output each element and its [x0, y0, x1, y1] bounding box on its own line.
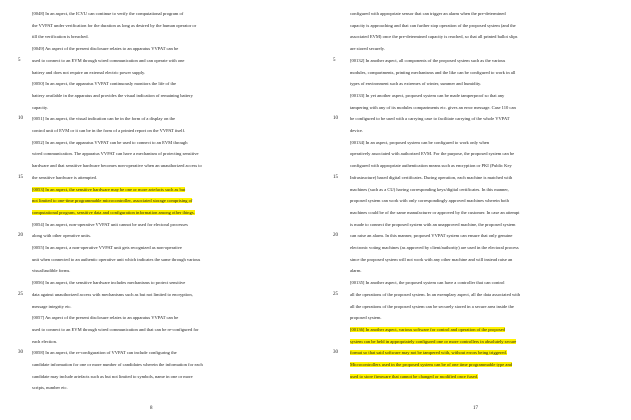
- text-line: [32, 69, 145, 77]
- line-text: [0057] An aspect of the present disclosure relates to an apparatus VVPAT can be: [32, 315, 179, 321]
- text-line: [350, 162, 512, 170]
- text-line: [350, 244, 519, 252]
- text-line: [32, 326, 199, 334]
- highlighted-text: Microcontrollers used in the proposed system can be of one time programmable type and: [350, 362, 513, 367]
- line-text: along with other operative units.: [32, 233, 91, 239]
- line-number-marker: 25: [18, 291, 23, 297]
- line-text: candidate information for one or more number of candidates wherein the information for each: [32, 362, 203, 367]
- highlighted-text: not limited to one-time programmable microcontroller, associated storage comprising of: [32, 198, 193, 204]
- text-line: [32, 338, 57, 346]
- left-page-number: 8: [150, 406, 153, 411]
- line-text: the sensitive hardware is attempted.: [32, 174, 98, 180]
- text-line: [350, 314, 382, 322]
- text-line: [32, 80, 176, 88]
- text-line: [350, 197, 509, 205]
- line-number-marker: 30: [18, 350, 23, 356]
- text-line: [350, 33, 517, 41]
- line-text: [0048] In an aspect, the ICVU can continue to verify the computational program of: [32, 11, 184, 16]
- text-line: [350, 174, 512, 182]
- line-text: types of environment such as extremes of winter, summer and humidity.: [350, 81, 482, 87]
- text-line: [32, 22, 196, 30]
- text-line: [350, 279, 505, 287]
- text-line: [350, 221, 515, 229]
- line-number-marker: 15: [333, 174, 338, 180]
- text-line: [350, 80, 481, 88]
- line-number-marker: 10: [333, 116, 338, 122]
- text-line: [350, 267, 362, 275]
- text-line: [32, 349, 177, 357]
- line-text: visual/audible forms.: [32, 268, 71, 274]
- text-line: [350, 303, 514, 311]
- text-line: [350, 186, 509, 194]
- line-text: scripts, number etc.: [32, 385, 68, 391]
- line-number-marker: 15: [18, 174, 23, 180]
- line-text: data against unauthorized access with mechanisms such as but not limited to encryption,: [32, 291, 193, 297]
- line-text: electronic voting machines (as approved by client/authority) are used in the electoral process: [350, 245, 519, 250]
- line-text: hardware and that sensitive hardware becomes non-operative when an unauthorized access to: [32, 163, 202, 169]
- text-line: [32, 127, 185, 135]
- text-line: [32, 221, 188, 229]
- text-line: [32, 373, 193, 381]
- line-text: device.: [350, 128, 364, 133]
- line-number-marker: 20: [333, 233, 338, 239]
- text-line: [32, 174, 97, 182]
- line-text: wired communication. The apparatus VVPAT can have a mechanism of protecting sensitive: [32, 151, 199, 157]
- text-line: [350, 373, 478, 381]
- text-line: [350, 326, 505, 334]
- line-text: capacity is approaching and that can further stop operation of the proposed system (and the: [350, 22, 516, 28]
- line-text: [0055] In an aspect, a non-operative VVPAT unit gets recognized as non-operative: [32, 245, 182, 250]
- text-line: [350, 127, 363, 135]
- line-text: [0049] An aspect of the present disclosure relates to an apparatus VVPAT can be: [32, 46, 179, 52]
- line-text: is made to connect the proposed system with an unapproved machine, the proposed system: [350, 221, 516, 227]
- line-text: associated EVM) once the pre-determined capacity is reached, so that all printed ballot slips: [350, 34, 518, 40]
- line-text: till the verification is breached.: [32, 34, 89, 40]
- highlighted-text: format so that said software may not be tampered with, without errors being triggered.: [350, 350, 507, 356]
- line-text: [0054] In an aspect, non-operative VVPAT unit cannot be used for electoral processes: [32, 221, 188, 227]
- line-text: all the operations of the proposed system can be securely stored in a secure area inside the: [350, 303, 514, 309]
- line-text: [00135] In another aspect, the proposed system can have a controller that can control: [350, 280, 505, 286]
- text-line: [32, 314, 178, 322]
- line-text: [00133] In yet another aspect, proposed system can be made tamperproof so that any: [350, 92, 505, 98]
- text-line: [350, 92, 504, 100]
- line-number-marker: 25: [333, 291, 338, 297]
- text-line: [350, 361, 512, 369]
- text-line: [32, 186, 185, 194]
- text-line: [350, 57, 505, 65]
- text-line: [350, 256, 512, 264]
- text-line: [32, 150, 199, 158]
- text-line: [350, 115, 509, 123]
- line-text: proposed system can work with only correspondingly approved machines wherein both: [350, 198, 509, 204]
- line-text: alarm.: [350, 268, 362, 274]
- text-line: [350, 22, 516, 30]
- line-text: [0056] In an aspect, the sensitive hardware includes mechanisms to protect sensitive: [32, 280, 186, 286]
- text-line: [32, 256, 200, 264]
- text-line: [32, 104, 48, 112]
- line-text: [0051] In an aspect, the visual indication can be in the form of a display on the: [32, 116, 176, 122]
- line-text: since the proposed system will not work with any other machine and will instead raise an: [350, 256, 513, 262]
- line-text: modules, compartments, printing mechanisms and the like can be configured to work in all: [350, 69, 516, 75]
- highlighted-text: system can be held in appropriately configured one or more controllers in absolutely secure: [350, 338, 517, 344]
- text-line: [32, 232, 91, 240]
- text-line: [32, 361, 203, 369]
- text-line: [32, 92, 193, 100]
- text-line: [32, 45, 178, 53]
- text-line: [350, 139, 489, 147]
- line-text: machines could be of the same manufacturer or approved by the customer. In case an attempt: [350, 209, 520, 215]
- text-line: [32, 10, 183, 18]
- text-line: [32, 291, 193, 299]
- line-text: configured with appropriate sensor that can trigger an alarm when the pre-determined: [350, 11, 506, 16]
- text-line: [350, 232, 512, 240]
- line-number-marker: 20: [18, 233, 23, 239]
- line-text: message integrity etc.: [32, 303, 72, 309]
- line-text: are stored securely.: [350, 46, 385, 52]
- line-text: [0052] In an aspect, the apparatus VVPAT can be used to connect to an EVM through: [32, 139, 188, 145]
- line-text: all the operations of the proposed system. In an exemplary aspect, all the data associated with: [350, 291, 521, 297]
- text-line: [350, 104, 516, 112]
- text-line: [32, 197, 192, 205]
- text-line: [32, 139, 187, 147]
- line-number-marker: 5: [18, 57, 21, 63]
- text-line: [350, 291, 520, 299]
- text-line: [350, 209, 519, 217]
- line-number-marker: 30: [333, 350, 338, 356]
- text-line: [32, 303, 72, 311]
- text-line: [32, 209, 195, 217]
- line-text: used to connect to an EVM through wired communication and that can be re-configured for: [32, 326, 199, 332]
- line-text: configured with appropriate authentication means such as encryption or PKI (Public Key: [350, 163, 512, 169]
- line-text: operatively associated with authorized EVM. For the purpose, the proposed system can be: [350, 151, 515, 157]
- right-page-number: 17: [473, 406, 478, 411]
- line-number-marker: 10: [18, 116, 23, 122]
- line-text: the VVPAT under verification for the duration as long as desired by the human operator or: [32, 22, 197, 28]
- highlighted-text: computational program, sensitive data and configuration information among other things.: [32, 209, 195, 215]
- line-number-marker: 5: [333, 57, 336, 63]
- text-line: [32, 33, 89, 41]
- text-line: [32, 57, 184, 65]
- line-text: [00132] In another aspect, all components of the proposed system such as the various: [350, 57, 506, 63]
- text-line: [350, 69, 515, 77]
- line-text: can raise an alarm. In this manner, proposed VVPAT system can ensure that only genuine: [350, 233, 513, 239]
- text-line: [350, 338, 516, 346]
- text-line: [350, 45, 385, 53]
- text-line: [350, 10, 506, 18]
- line-text: battery available in the apparatus and provides the visual indication of remaining battery: [32, 92, 193, 98]
- line-text: used to connect to an EVM through wired communication and can operate with one: [32, 57, 185, 63]
- line-text: proposed system.: [350, 315, 382, 321]
- line-text: tampering with any of its modules compartments etc. gives an error message. Case 110 can: [350, 104, 516, 110]
- line-text: battery and does not require an external electric power supply.: [32, 69, 146, 75]
- line-text: unit when connected to an authentic operative unit which indicates the same through various: [32, 256, 201, 262]
- text-line: [32, 162, 202, 170]
- text-line: [32, 267, 70, 275]
- text-line: [32, 115, 175, 123]
- line-text: [00134] In an aspect, proposed system can be configured to work only when: [350, 139, 490, 145]
- highlighted-text: [0053] In an aspect, the sensitive hardware may be one or more artefacts such as but: [32, 186, 186, 192]
- line-text: [0058] In an aspect, the re-configuration of VVPAT can include configuring the: [32, 350, 177, 356]
- highlighted-text: used to store firmware that cannot be changed or modified once fused.: [350, 373, 479, 379]
- text-line: [32, 384, 68, 392]
- line-text: capacity.: [32, 104, 48, 110]
- line-text: candidate may include artefacts such as but not limited to symbols, name in one or more: [32, 373, 193, 379]
- line-text: Infrastructure) based digital certificates. During operation, each machine is matched with: [350, 174, 513, 180]
- highlighted-text: [00136] In another aspect, various software for control and operation of the proposed: [350, 326, 505, 332]
- line-text: be configured to be used with a carrying case to facilitate carrying of the whole VVPAT: [350, 116, 510, 122]
- line-text: control unit of EVM or it can be in the form of a printed report on the VVPAT itself.: [32, 128, 186, 133]
- line-text: each election.: [32, 338, 57, 344]
- text-line: [350, 150, 514, 158]
- line-text: [0050] In an aspect, the apparatus VVPAT continuously monitors the life of the: [32, 81, 177, 87]
- text-line: [350, 349, 507, 357]
- text-line: [32, 279, 185, 287]
- line-text: machines (such as a CU) having corresponding keys/digital certificates. In this manner,: [350, 186, 509, 192]
- text-line: [32, 244, 182, 252]
